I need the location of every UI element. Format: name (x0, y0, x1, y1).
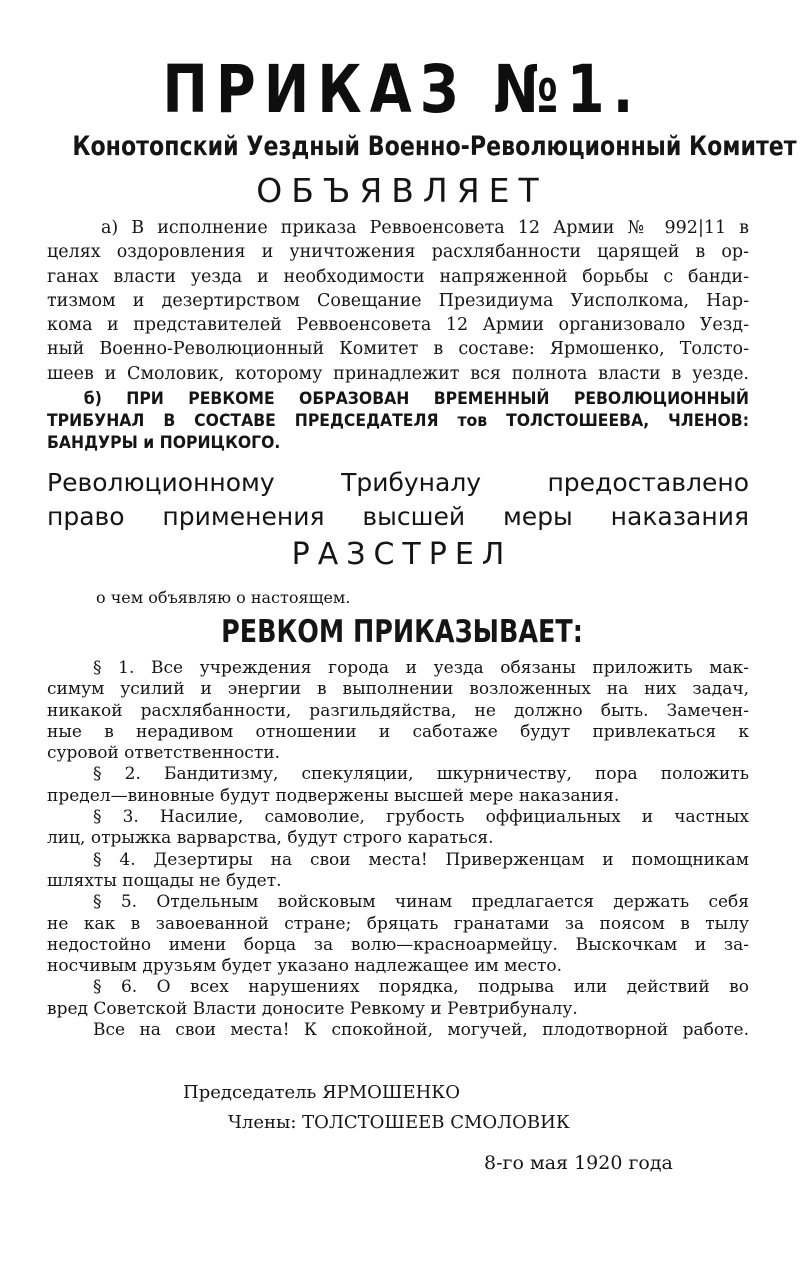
paragraph-a-line: целях оздоровления и уничтожения расхлябанности царящей в ор- (47, 242, 749, 263)
paragraph-a-line: тизмом и дезертирством Совещание Президиума Уисполкома, Нар- (47, 290, 749, 311)
declare-note: о чем объявляю о настоящем. (96, 588, 351, 607)
section-line: § 5. Отдельным войсковым чинам предлагается держать себя (93, 892, 749, 913)
paragraph-b (47, 388, 749, 454)
chairman-signature: Председатель ЯРМОШЕНКО (183, 1082, 460, 1103)
section-line: § 6. О всех нарушениях порядка, подрыва или действий во (93, 977, 749, 998)
section-line: шляхты пощады не будет. (47, 870, 282, 891)
section-line: § 3. Насилие, самоволие, грубость оффициальных и частных (93, 807, 749, 828)
execution-heading: РАЗСТРЕЛ (291, 537, 513, 572)
section-line: ные в нерадивом отношении и саботаже будут привлекаться к (47, 721, 749, 742)
paragraph-b-line: б) ПРИ РЕВКОМЕ ОБРАЗОВАН ВРЕМЕННЫЙ РЕВОЛЮЦИОННЫЙ (83, 389, 749, 409)
order-date: 8-го мая 1920 года (484, 1152, 673, 1174)
paragraph-a (47, 216, 749, 386)
order-sections (47, 658, 749, 1041)
page-title: ПРИКАЗ №1. (162, 51, 642, 128)
paragraph-a-line: кома и представителей Реввоенсовета 12 Армии организовало Уезд- (47, 315, 749, 336)
section-line: носчивым друзьям будет указано надлежащее им место. (47, 956, 563, 977)
section-line: вред Советской Власти доносите Ревкому и Ревтрибуналу. (47, 998, 578, 1019)
section-line: предел—виновные будут подвержены высшей мере наказания. (47, 785, 620, 806)
tribunal-power-line: Революционному Трибуналу предоставлено (47, 468, 749, 497)
section-line: § 2. Бандитизму, спекуляции, шкурничеству, пора положить (93, 764, 749, 785)
section-line: § 1. Все учреждения города и уезда обязаны приложить мак- (93, 658, 749, 678)
committee-name: Конотопский Уездный Военно-Революционный Комитет (72, 131, 797, 162)
section-line: никакой расхлябанности, разгильдяйства, не должно быть. Замечен- (47, 700, 749, 721)
paragraph-b-line: ТРИБУНАЛ В СОСТАВЕ ПРЕДСЕДАТЕЛЯ тов ТОЛСТОШЕЕВА, ЧЛЕНОВ: (47, 411, 749, 431)
section-line: недостойно имени борца за волю—красноармейцу. Выскочкам и за- (47, 934, 749, 955)
tribunal-power (47, 466, 749, 534)
orders-heading: РЕВКОМ ПРИКАЗЫВАЕТ: (221, 614, 583, 650)
paragraph-a-line: шеев и Смоловик, которому принадлежит вся полнота власти в уезде. (47, 363, 749, 384)
paragraph-b-line: БАНДУРЫ и ПОРИЦКОГО. (47, 433, 281, 453)
section-line: суровой ответственности. (47, 743, 280, 764)
members-signature: Члены: ТОЛСТОШЕЕВ СМОЛОВИК (228, 1112, 570, 1133)
section-line: § 4. Дезертиры на свои места! Приверженцам и помощникам (93, 849, 749, 870)
section-line: лиц, отрыжка варварства, будут строго караться. (47, 828, 494, 849)
section-line: симум усилий и энергии в выполнении возложенных на них задач, (47, 679, 749, 700)
section-line: Все на свои места! К спокойной, могучей, плодотворной работе. (93, 1020, 749, 1041)
paragraph-a-line: ный Военно-Революционный Комитет в составе: Ярмошенко, Толсто- (47, 339, 749, 360)
section-line: не как в завоеванной стране; бряцать гранатами за поясом в тылу (47, 913, 749, 934)
tribunal-power-line: право применения высшей меры наказания (47, 502, 749, 531)
paragraph-a-line: а) В исполнение приказа Реввоенсовета 12 Армии № 992|11 в (101, 218, 749, 238)
announces-heading: ОБЪЯВЛЯЕТ (256, 171, 548, 210)
paragraph-a-line: ганах власти уезда и необходимости напряженной борьбы с банди- (47, 266, 749, 287)
